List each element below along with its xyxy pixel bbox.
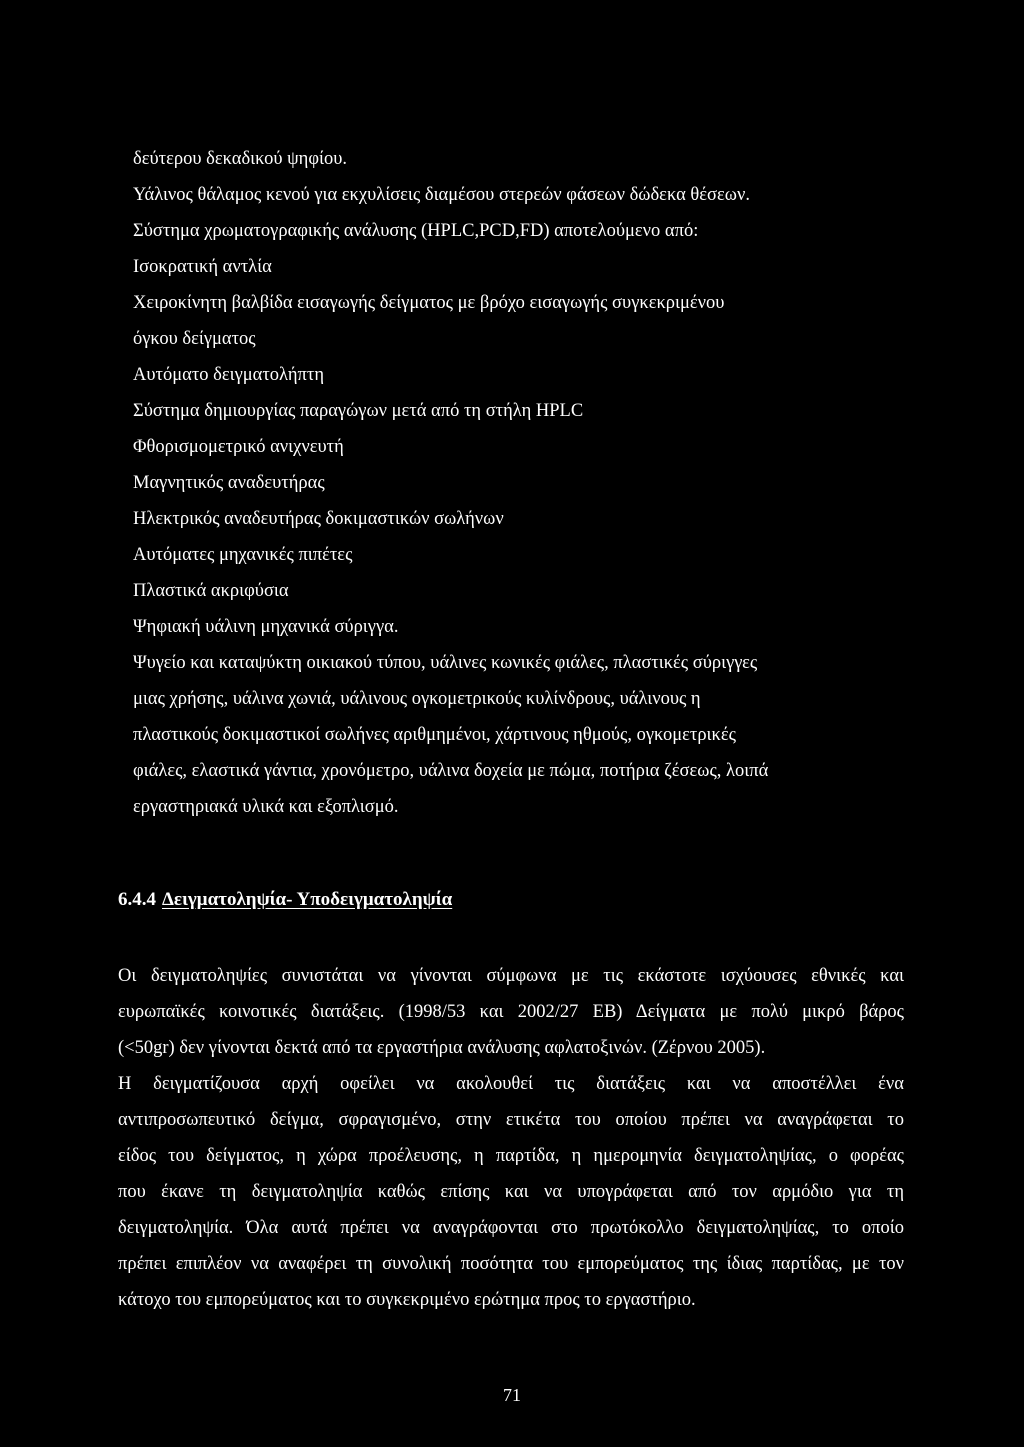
misc-paragraph-line: μιας χρήσης, υάλινα χωνιά, υάλινους ογκομετρικούς κυλίνδρους, υάλινους η — [133, 689, 701, 709]
equipment-line: Σύστημα χρωματογραφικής ανάλυσης (HPLC,PCD,FD) αποτελούμενο από: — [133, 221, 699, 241]
sampling-paragraph-line: ευρωπαϊκές κοινοτικές διατάξεις. (1998/53 και 2002/27 ΕΒ) Δείγματα με πολύ μικρό βάρος — [118, 1002, 904, 1022]
equipment-line: Ψηφιακή υάλινη μηχανικά σύριγγα. — [133, 617, 399, 637]
equipment-line: Πλαστικά ακριφύσια — [133, 581, 289, 601]
equipment-line: όγκου δείγματος — [133, 329, 256, 349]
equipment-line: Ηλεκτρικός αναδευτήρας δοκιμαστικών σωλήνων — [133, 509, 504, 529]
sampling-paragraph-line: Η δειγματίζουσα αρχή οφείλει να ακολουθεί τις διατάξεις και να αποστέλλει ένα — [118, 1074, 904, 1094]
equipment-line: Υάλινος θάλαμος κενού για εκχυλίσεις διαμέσου στερεών φάσεων δώδεκα θέσεων. — [133, 185, 750, 205]
sampling-paragraph-line: δειγματοληψία. Όλα αυτά πρέπει να αναγράφονται στο πρωτόκολλο δειγματοληψίας, το οποίο — [118, 1218, 904, 1238]
equipment-line: Σύστημα δημιουργίας παραγώγων μετά από τη στήλη HPLC — [133, 401, 584, 421]
misc-paragraph-line: πλαστικούς δοκιμαστικοί σωλήνες αριθμημένοι, χάρτινους ηθμούς, ογκομετρικές — [133, 725, 736, 745]
equipment-line: Ισοκρατική αντλία — [133, 257, 272, 277]
section-title: Δειγματοληψία- Υποδειγματοληψία — [162, 889, 453, 910]
section-number: 6.4.4 — [118, 889, 156, 910]
page-number: 71 — [503, 1385, 521, 1405]
sampling-paragraph-line: που έκανε τη δειγματοληψία καθώς επίσης και να υπογράφεται από τον αρμόδιο για τη — [118, 1182, 904, 1202]
sampling-paragraph-line: κάτοχο του εμπορεύματος και το συγκεκριμένο ερώτημα προς το εργαστήριο. — [118, 1290, 696, 1310]
sampling-paragraph-line: (<50gr) δεν γίνονται δεκτά από τα εργαστήρια ανάλυσης αφλατοξινών. (Ζέρνου 2005). — [118, 1038, 766, 1058]
misc-paragraph-line: φιάλες, ελαστικά γάντια, χρονόμετρο, υάλινα δοχεία με πώμα, ποτήρια ζέσεως, λοιπά — [133, 761, 769, 781]
equipment-line: Μαγνητικός αναδευτήρας — [133, 473, 325, 493]
section-heading — [118, 888, 452, 912]
sampling-paragraph-line: Οι δειγματοληψίες συνιστάται να γίνονται σύμφωνα με τις εκάστοτε ισχύουσες εθνικές και — [118, 966, 904, 986]
equipment-line: Χειροκίνητη βαλβίδα εισαγωγής δείγματος με βρόχο εισαγωγής συγκεκριμένου — [133, 293, 725, 313]
misc-paragraph-line: Ψυγείο και καταψύκτη οικιακού τύπου, υάλινες κωνικές φιάλες, πλαστικές σύριγγες — [133, 653, 758, 673]
sampling-paragraph-line: πρέπει επιπλέον να αναφέρει τη συνολική ποσότητα του εμπορεύματος της ίδιας παρτίδας, με τον — [118, 1254, 904, 1274]
equipment-line: Φθορισμομετρικό ανιχνευτή — [133, 437, 344, 457]
equipment-line: δεύτερου δεκαδικού ψηφίου. — [133, 149, 348, 169]
sampling-paragraph-line: είδος του δείγματος, η χώρα προέλευσης, η παρτίδα, η ημερομηνία δειγματοληψίας, ο φορέας — [118, 1146, 904, 1166]
equipment-line: Αυτόματο δειγματολήπτη — [133, 365, 324, 385]
misc-paragraph-line: εργαστηριακά υλικά και εξοπλισμό. — [133, 797, 399, 817]
sampling-paragraph-line: αντιπροσωπευτικό δείγμα, σφραγισμένο, στην ετικέτα του οποίου πρέπει να αναγράφεται το — [118, 1110, 904, 1130]
equipment-line: Αυτόματες μηχανικές πιπέτες — [133, 545, 353, 565]
